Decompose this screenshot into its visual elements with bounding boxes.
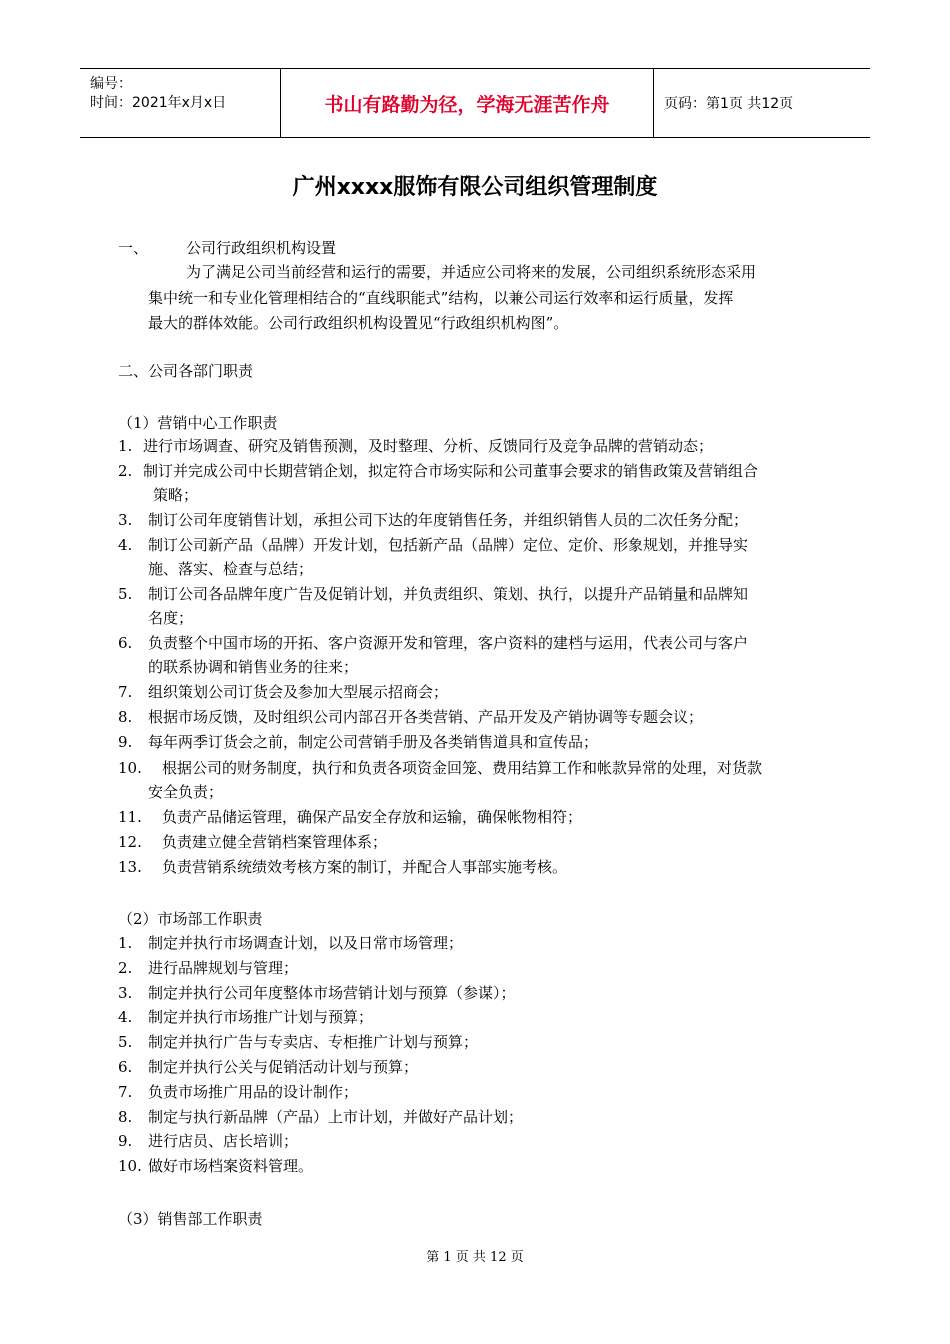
- subsection-1-heading: （1）营销中心工作职责: [118, 414, 278, 432]
- list-item-number: 1.: [118, 934, 133, 952]
- list-item-number: 3.: [118, 511, 133, 529]
- list-item-number: 2.: [118, 462, 133, 480]
- list-item: 制订公司各品牌年度广告及促销计划，并负责组织、策划、执行，以提升产品销量和品牌知: [148, 585, 749, 603]
- list-item-number: 11.: [118, 808, 142, 826]
- list-item-number: 4.: [118, 1008, 133, 1027]
- page-header: [80, 68, 870, 138]
- list-item-number: 13.: [118, 858, 142, 876]
- list-item: 制订并完成公司中长期营销企划，拟定符合市场实际和公司董事会要求的销售政策及营销组合: [143, 462, 759, 480]
- list-item-number: 4.: [118, 536, 133, 554]
- list-item: 负责营销系统绩效考核方案的制订，并配合人事部实施考核。: [162, 858, 568, 876]
- page-footer: 第 1 页 共 12 页: [426, 1250, 524, 1265]
- list-item-number: 6.: [118, 1058, 133, 1076]
- list-item-number: 5.: [118, 585, 133, 603]
- list-item: 根据市场反馈，及时组织公司内部召开各类营销、产品开发及产销协调等专题会议；: [148, 708, 704, 726]
- list-item-number: 9.: [118, 1132, 133, 1151]
- paragraph-line: 最大的群体效能。公司行政组织机构设置见“行政组织机构图”。: [148, 314, 569, 332]
- list-item-number: 7.: [118, 683, 133, 701]
- list-item: 做好市场档案资料管理。: [148, 1157, 314, 1176]
- list-item-number: 7.: [118, 1082, 133, 1101]
- header-meta: [80, 69, 280, 137]
- section-2-heading: 二、公司各部门职责: [118, 362, 254, 380]
- document-title: 广州xxxx服饰有限公司组织管理制度: [292, 175, 658, 200]
- doc-date-label: 时间：2021年x月x日: [90, 95, 227, 111]
- list-item-number: 1.: [118, 437, 133, 455]
- doc-number-label: 编号：: [90, 76, 132, 92]
- subsection-2-heading: （2）市场部工作职责: [118, 910, 263, 928]
- list-item: 制定并执行广告与专卖店、专柜推广计划与预算；: [148, 1033, 479, 1052]
- list-item-continuation: 安全负责；: [148, 783, 224, 801]
- header-motto: 书山有路勤为径，学海无涯苦作舟: [280, 69, 654, 137]
- list-item: 制定并执行公司年度整体市场营销计划与预算（参谋）；: [148, 983, 516, 1002]
- list-item: 根据公司的财务制度，执行和负责各项资金回笼、费用结算工作和帐款异常的处理，对货款: [162, 759, 763, 777]
- list-item-number: 10.: [118, 1157, 142, 1176]
- list-item: 制定并执行市场调查计划，以及日常市场管理；: [148, 934, 464, 952]
- list-item-continuation: 策略；: [153, 486, 199, 504]
- list-item-continuation: 施、落实、检查与总结；: [148, 560, 314, 578]
- list-item: 进行店员、店长培训；: [148, 1132, 299, 1151]
- list-item: 负责建立健全营销档案管理体系；: [162, 833, 388, 851]
- list-item-number: 6.: [118, 634, 133, 652]
- list-item-number: 8.: [118, 708, 133, 726]
- header-page-label: 页码：第1页 共12页: [664, 96, 794, 112]
- list-item: 进行市场调查、研究及销售预测，及时整理、分析、反馈同行及竞争品牌的营销动态；: [143, 437, 714, 455]
- list-item: 制定并执行市场推广计划与预算；: [148, 1008, 374, 1027]
- paragraph-line: 集中统一和专业化管理相结合的“直线职能式”结构，以兼公司运行效率和运行质量，发挥: [148, 289, 734, 307]
- list-item: 制定并执行公关与促销活动计划与预算；: [148, 1058, 419, 1076]
- list-item-continuation: 的联系协调和销售业务的往来；: [148, 658, 359, 676]
- list-item: 负责市场推广用品的设计制作；: [148, 1082, 359, 1101]
- list-item: 负责整个中国市场的开拓、客户资源开发和管理，客户资料的建档与运用，代表公司与客户: [148, 634, 749, 652]
- subsection-3-heading: （3）销售部工作职责: [118, 1210, 263, 1228]
- list-item-number: 9.: [118, 733, 133, 751]
- list-item-number: 10.: [118, 759, 142, 777]
- list-item-number: 3.: [118, 983, 133, 1002]
- section-1-heading: 公司行政组织机构设置: [186, 239, 337, 257]
- list-item: 制订公司新产品（品牌）开发计划，包括新产品（品牌）定位、定价、形象规划，并推导实: [148, 536, 749, 554]
- section-1-number: 一、: [118, 239, 149, 257]
- list-item: 制订公司年度销售计划，承担公司下达的年度销售任务，并组织销售人员的二次任务分配；: [148, 511, 749, 529]
- list-item: 每年两季订货会之前，制定公司营销手册及各类销售道具和宣传品；: [148, 733, 599, 751]
- list-item-number: 8.: [118, 1107, 133, 1126]
- list-item: 进行品牌规划与管理；: [148, 958, 299, 977]
- list-item: 组织策划公司订货会及参加大型展示招商会；: [148, 683, 449, 701]
- list-item-number: 5.: [118, 1033, 133, 1052]
- list-item-number: 12.: [118, 833, 142, 851]
- list-item: 制定与执行新品牌（产品）上市计划，并做好产品计划；: [148, 1107, 524, 1126]
- list-item-continuation: 名度；: [148, 609, 194, 627]
- list-item-number: 2.: [118, 958, 133, 977]
- list-item: 负责产品储运管理，确保产品安全存放和运输，确保帐物相符；: [162, 808, 583, 826]
- paragraph-line: 为了满足公司当前经营和运行的需要，并适应公司将来的发展，公司组织系统形态采用: [186, 263, 757, 281]
